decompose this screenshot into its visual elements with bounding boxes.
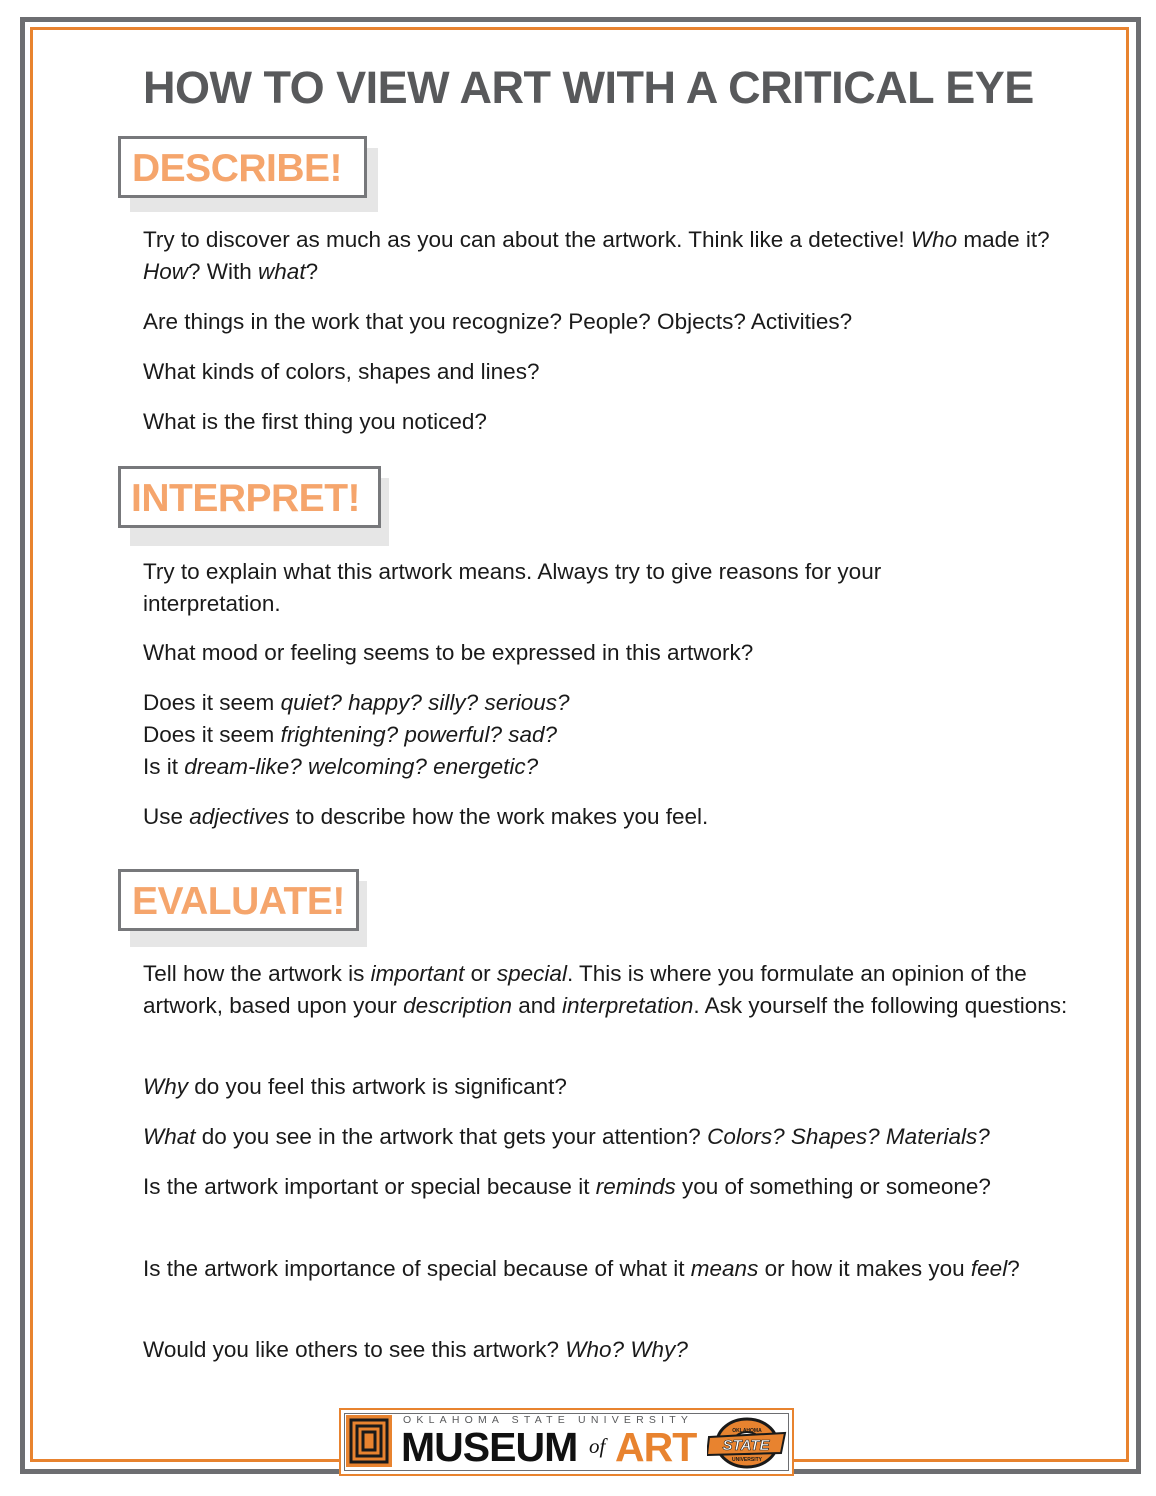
logo-museum: MUSEUM bbox=[401, 1424, 578, 1470]
museum-logo bbox=[339, 1408, 794, 1476]
logo-art: ART bbox=[615, 1424, 697, 1470]
interpret-heading: INTERPRET! bbox=[131, 477, 360, 520]
describe-paragraph-2: Are things in the work that you recognize? People? Objects? Activities? bbox=[143, 309, 853, 334]
badge-bottom-text: UNIVERSITY bbox=[731, 1457, 763, 1463]
evaluate-paragraph-5: Is the artwork importance of special because of what it means or how it makes you feel? bbox=[143, 1256, 1020, 1281]
evaluate-paragraph-1: Tell how the artwork is important or special. This is where you formulate an opinion of the artwork, based upon your description and interpretation. Ask yourself the following questions: bbox=[143, 961, 1068, 1018]
describe-paragraph-3: What kinds of colors, shapes and lines? bbox=[143, 359, 540, 384]
interpret-paragraph-2: What mood or feeling seems to be expressed in this artwork? bbox=[143, 640, 754, 665]
museum-mark-icon bbox=[346, 1415, 392, 1467]
describe-paragraph-4: What is the first thing you noticed? bbox=[143, 409, 487, 434]
evaluate-paragraph-3: What do you see in the artwork that gets your attention? Colors? Shapes? Materials? bbox=[143, 1124, 990, 1149]
interpret-paragraph-4: Use adjectives to describe how the work makes you feel. bbox=[143, 804, 709, 829]
osu-brand-icon bbox=[707, 1417, 787, 1469]
badge-top-text: OKLAHOMA bbox=[732, 1428, 762, 1434]
describe-heading-box bbox=[118, 136, 367, 198]
describe-paragraph-1: Try to discover as much as you can about the artwork. Think like a detective! Who made it? How? With what? bbox=[143, 227, 1050, 284]
logo-university: OKLAHOMA STATE UNIVERSITY bbox=[403, 1414, 694, 1426]
badge-main-text: STATE bbox=[722, 1437, 770, 1454]
page-title: HOW TO VIEW ART WITH A CRITICAL EYE bbox=[143, 62, 1034, 113]
interpret-paragraph-1: Try to explain what this artwork means. Always try to give reasons for your interpretation. bbox=[143, 559, 882, 616]
describe-heading: DESCRIBE! bbox=[132, 147, 343, 190]
evaluate-paragraph-2: Why do you feel this artwork is significant? bbox=[143, 1074, 567, 1099]
evaluate-heading: EVALUATE! bbox=[132, 880, 345, 923]
evaluate-paragraph-4: Is the artwork important or special because it reminds you of something or someone? bbox=[143, 1174, 991, 1199]
interpret-heading-box bbox=[118, 466, 381, 528]
evaluate-paragraph-6: Would you like others to see this artwork? Who? Why? bbox=[143, 1337, 688, 1362]
evaluate-heading-box bbox=[118, 869, 359, 931]
interpret-questions: Does it seem quiet? happy? silly? serious? Does it seem frightening? powerful? sad? Is it dream-like? welcoming? energetic? bbox=[143, 690, 570, 779]
logo-of: of bbox=[589, 1434, 606, 1458]
